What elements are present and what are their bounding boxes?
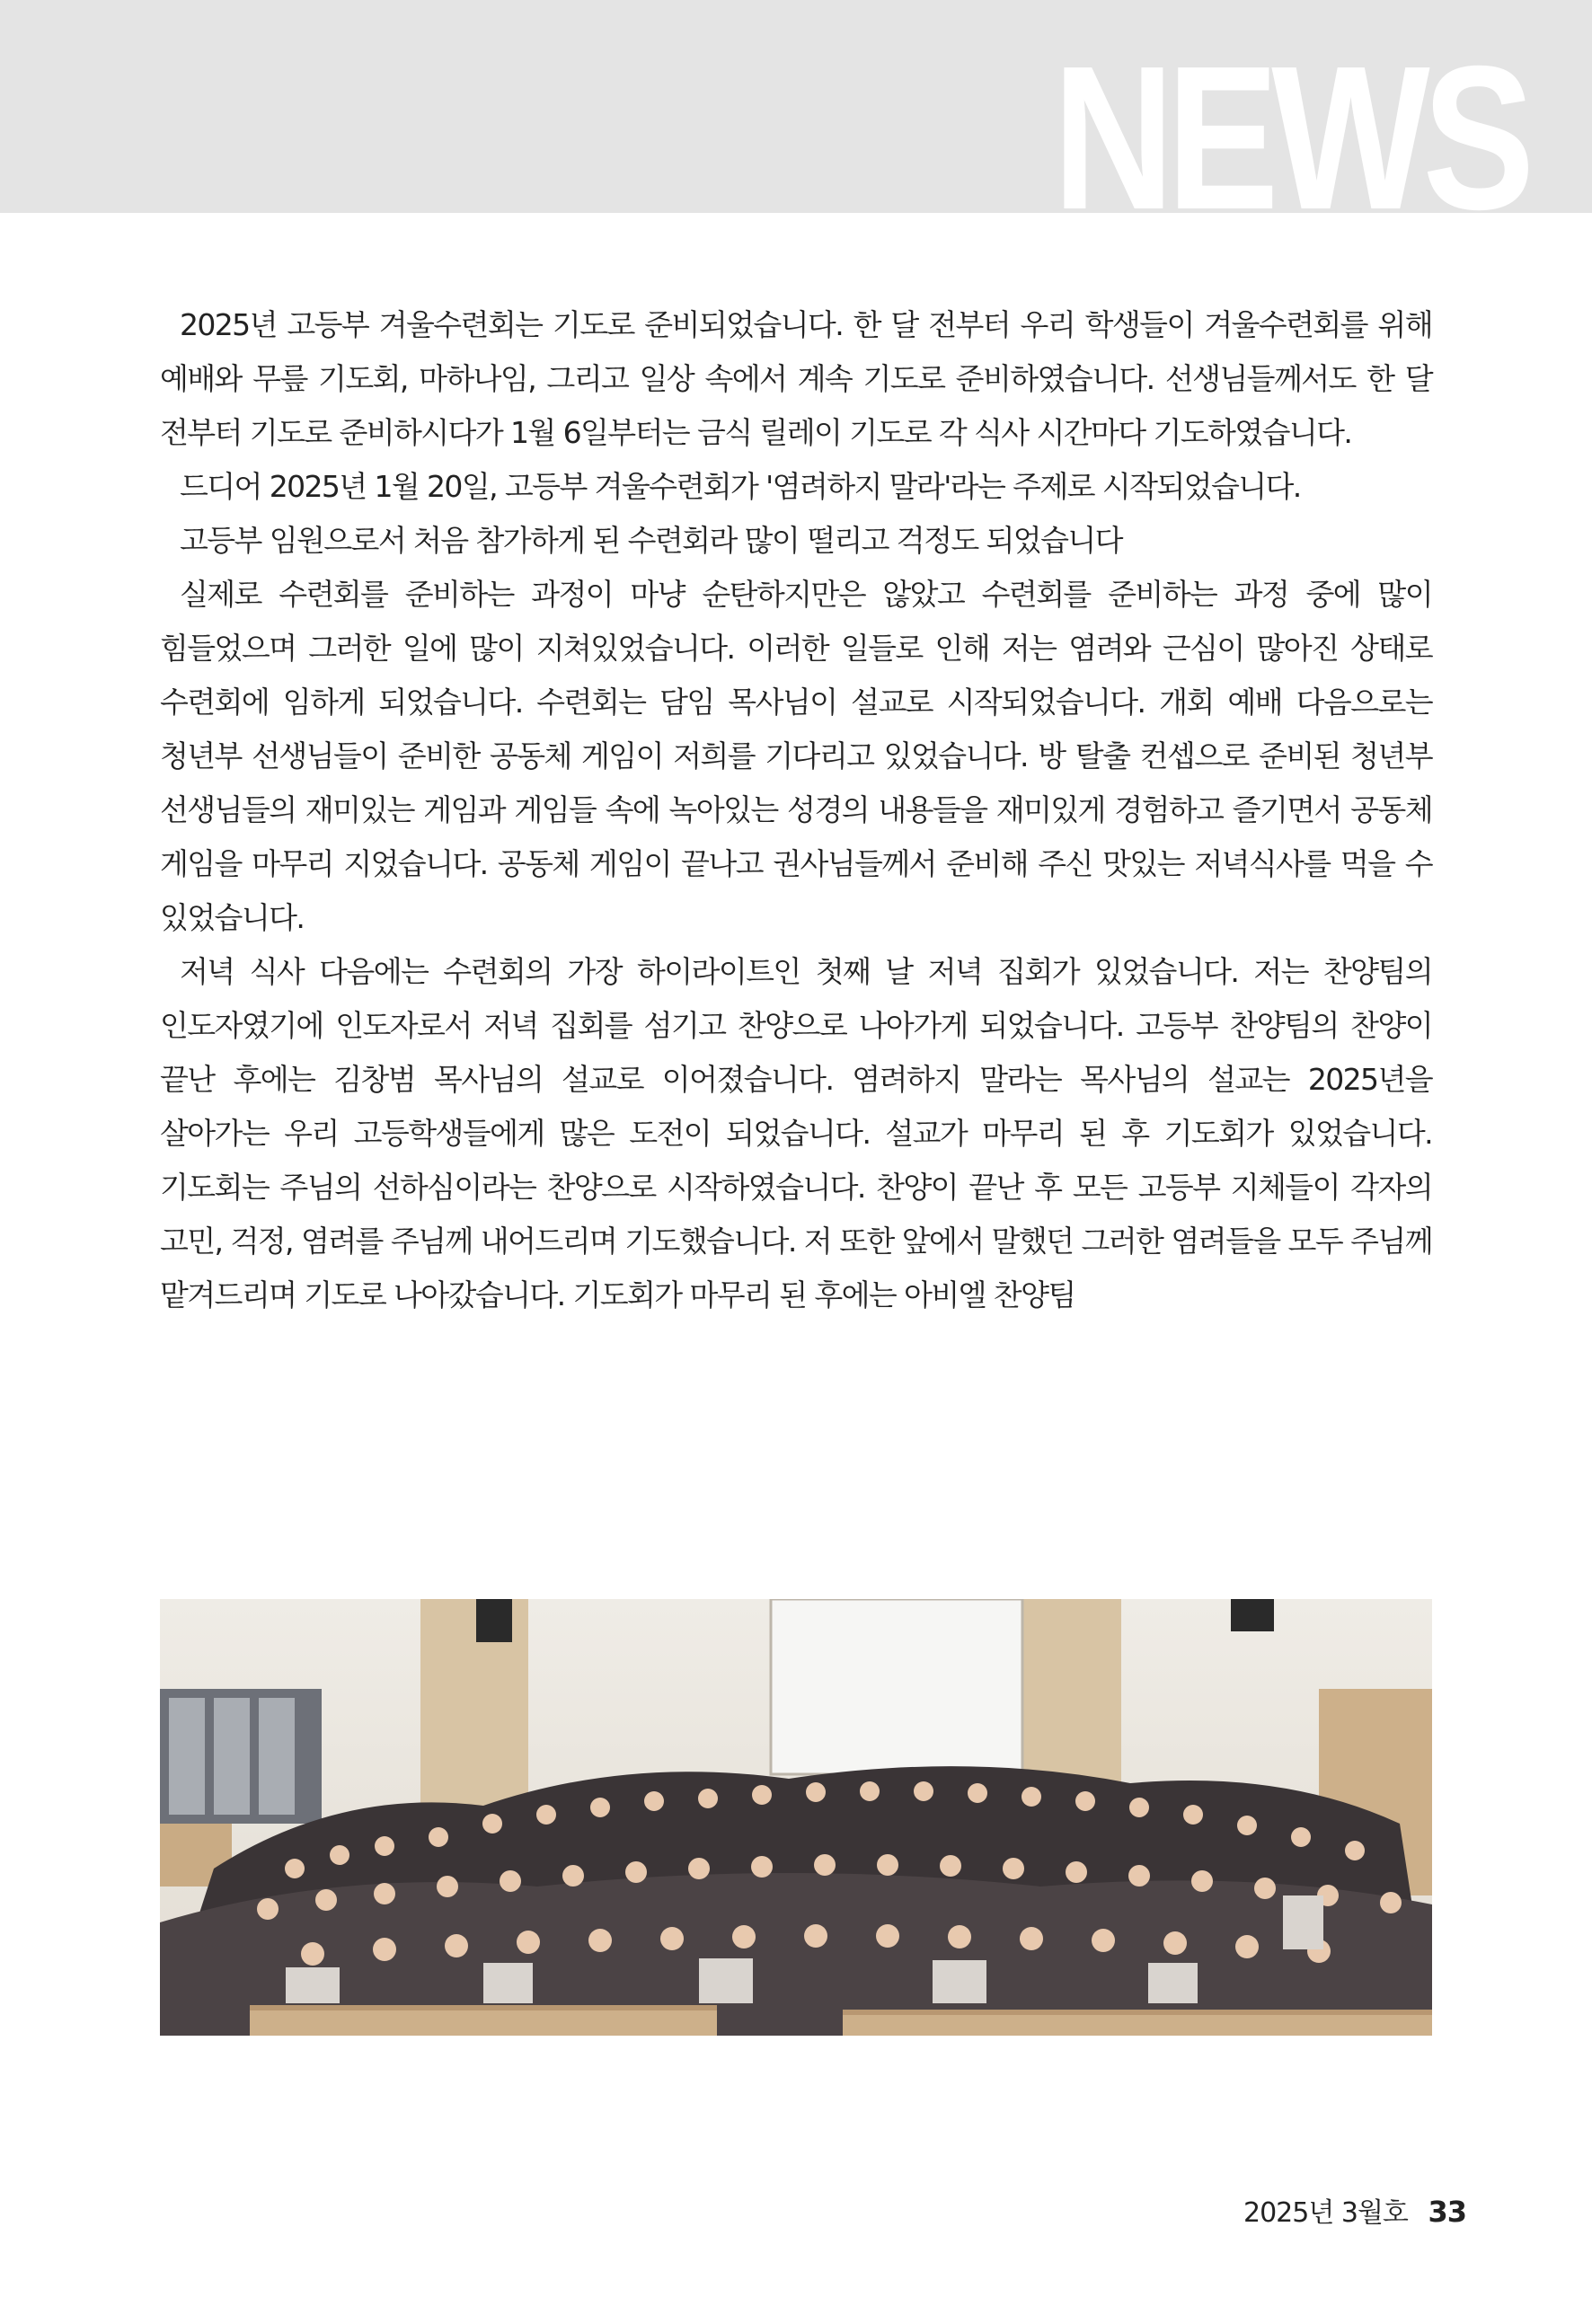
- paragraph: 고등부 임원으로서 처음 참가하게 된 수련회라 많이 떨리고 걱정도 되었습니다: [180, 523, 1122, 558]
- article-body: [160, 298, 1432, 1322]
- paragraph: 2025년 고등부 겨울수련회는 기도로 준비되었습니다. 한 달 전부터 우리 학생들이 겨울수련회를 위해 예배와 무릎 기도회, 마하나임, 그리고 일상 속에서 계속 기도로 준비하였습니다. 선생님들께서도 한 달 전부터 기도로 준비하시다가 1월 6일부터는 금식 릴레이 기도로 각 식사 시간마다 기도하였습니다.: [160, 307, 1432, 450]
- paragraph: 드디어 2025년 1월 20일, 고등부 겨울수련회가 '염려하지 말라'라는 주제로 시작되었습니다.: [180, 469, 1301, 504]
- header-band: [0, 0, 1592, 213]
- group-photo-illustration: [160, 1599, 1432, 2036]
- group-photo: [160, 1599, 1432, 2036]
- page-footer: [1243, 2190, 1466, 2230]
- page-number: 33: [1428, 2195, 1466, 2229]
- paragraph: 실제로 수련회를 준비하는 과정이 마냥 순탄하지만은 않았고 수련회를 준비하는 과정 중에 많이 힘들었으며 그러한 일에 많이 지쳐있었습니다. 이러한 일들로 인해 저는 염려와 근심이 많아진 상태로 수련회에 임하게 되었습니다. 수련회는 담임 목사님이 설교로 시작되었습니다. 개회 예배 다음으로는 청년부 선생님들이 준비한 공동체 게임이 저희를 기다리고 있었습니다. 방 탈출 컨셉으로 준비된 청년부 선생님들의 재미있는 게임과 게임들 속에 녹아있는 성경의 내용들을 재미있게 경험하고 즐기면서 공동체 게임을 마무리 지었습니다. 공동체 게임이 끝나고 권사님들께서 준비해 주신 맛있는 저녁식사를 먹을 수 있었습니다.: [160, 577, 1432, 935]
- paragraph: 저녁 식사 다음에는 수련회의 가장 하이라이트인 첫째 날 저녁 집회가 있었습니다. 저는 찬양팀의 인도자였기에 인도자로서 저녁 집회를 섬기고 찬양으로 나아가게 되었습니다. 고등부 찬양팀의 찬양이 끝난 후에는 김창범 목사님의 설교로 이어졌습니다. 염려하지 말라는 목사님의 설교는 2025년을 살아가는 우리 고등학생들에게 많은 도전이 되었습니다. 설교가 마무리 된 후 기도회가 있었습니다. 기도회는 주님의 선하심이라는 찬양으로 시작하였습니다. 찬양이 끝난 후 모든 고등부 지체들이 각자의 고민, 걱정, 염려를 주님께 내어드리며 기도했습니다. 저 또한 앞에서 말했던 그러한 염려들을 모두 주님께 맡겨드리며 기도로 나아갔습니다. 기도회가 마무리 된 후에는 아비엘 찬양팀: [160, 954, 1432, 1312]
- section-title: NEWS: [1052, 24, 1527, 213]
- issue-label: 2025년 3월호: [1243, 2197, 1408, 2229]
